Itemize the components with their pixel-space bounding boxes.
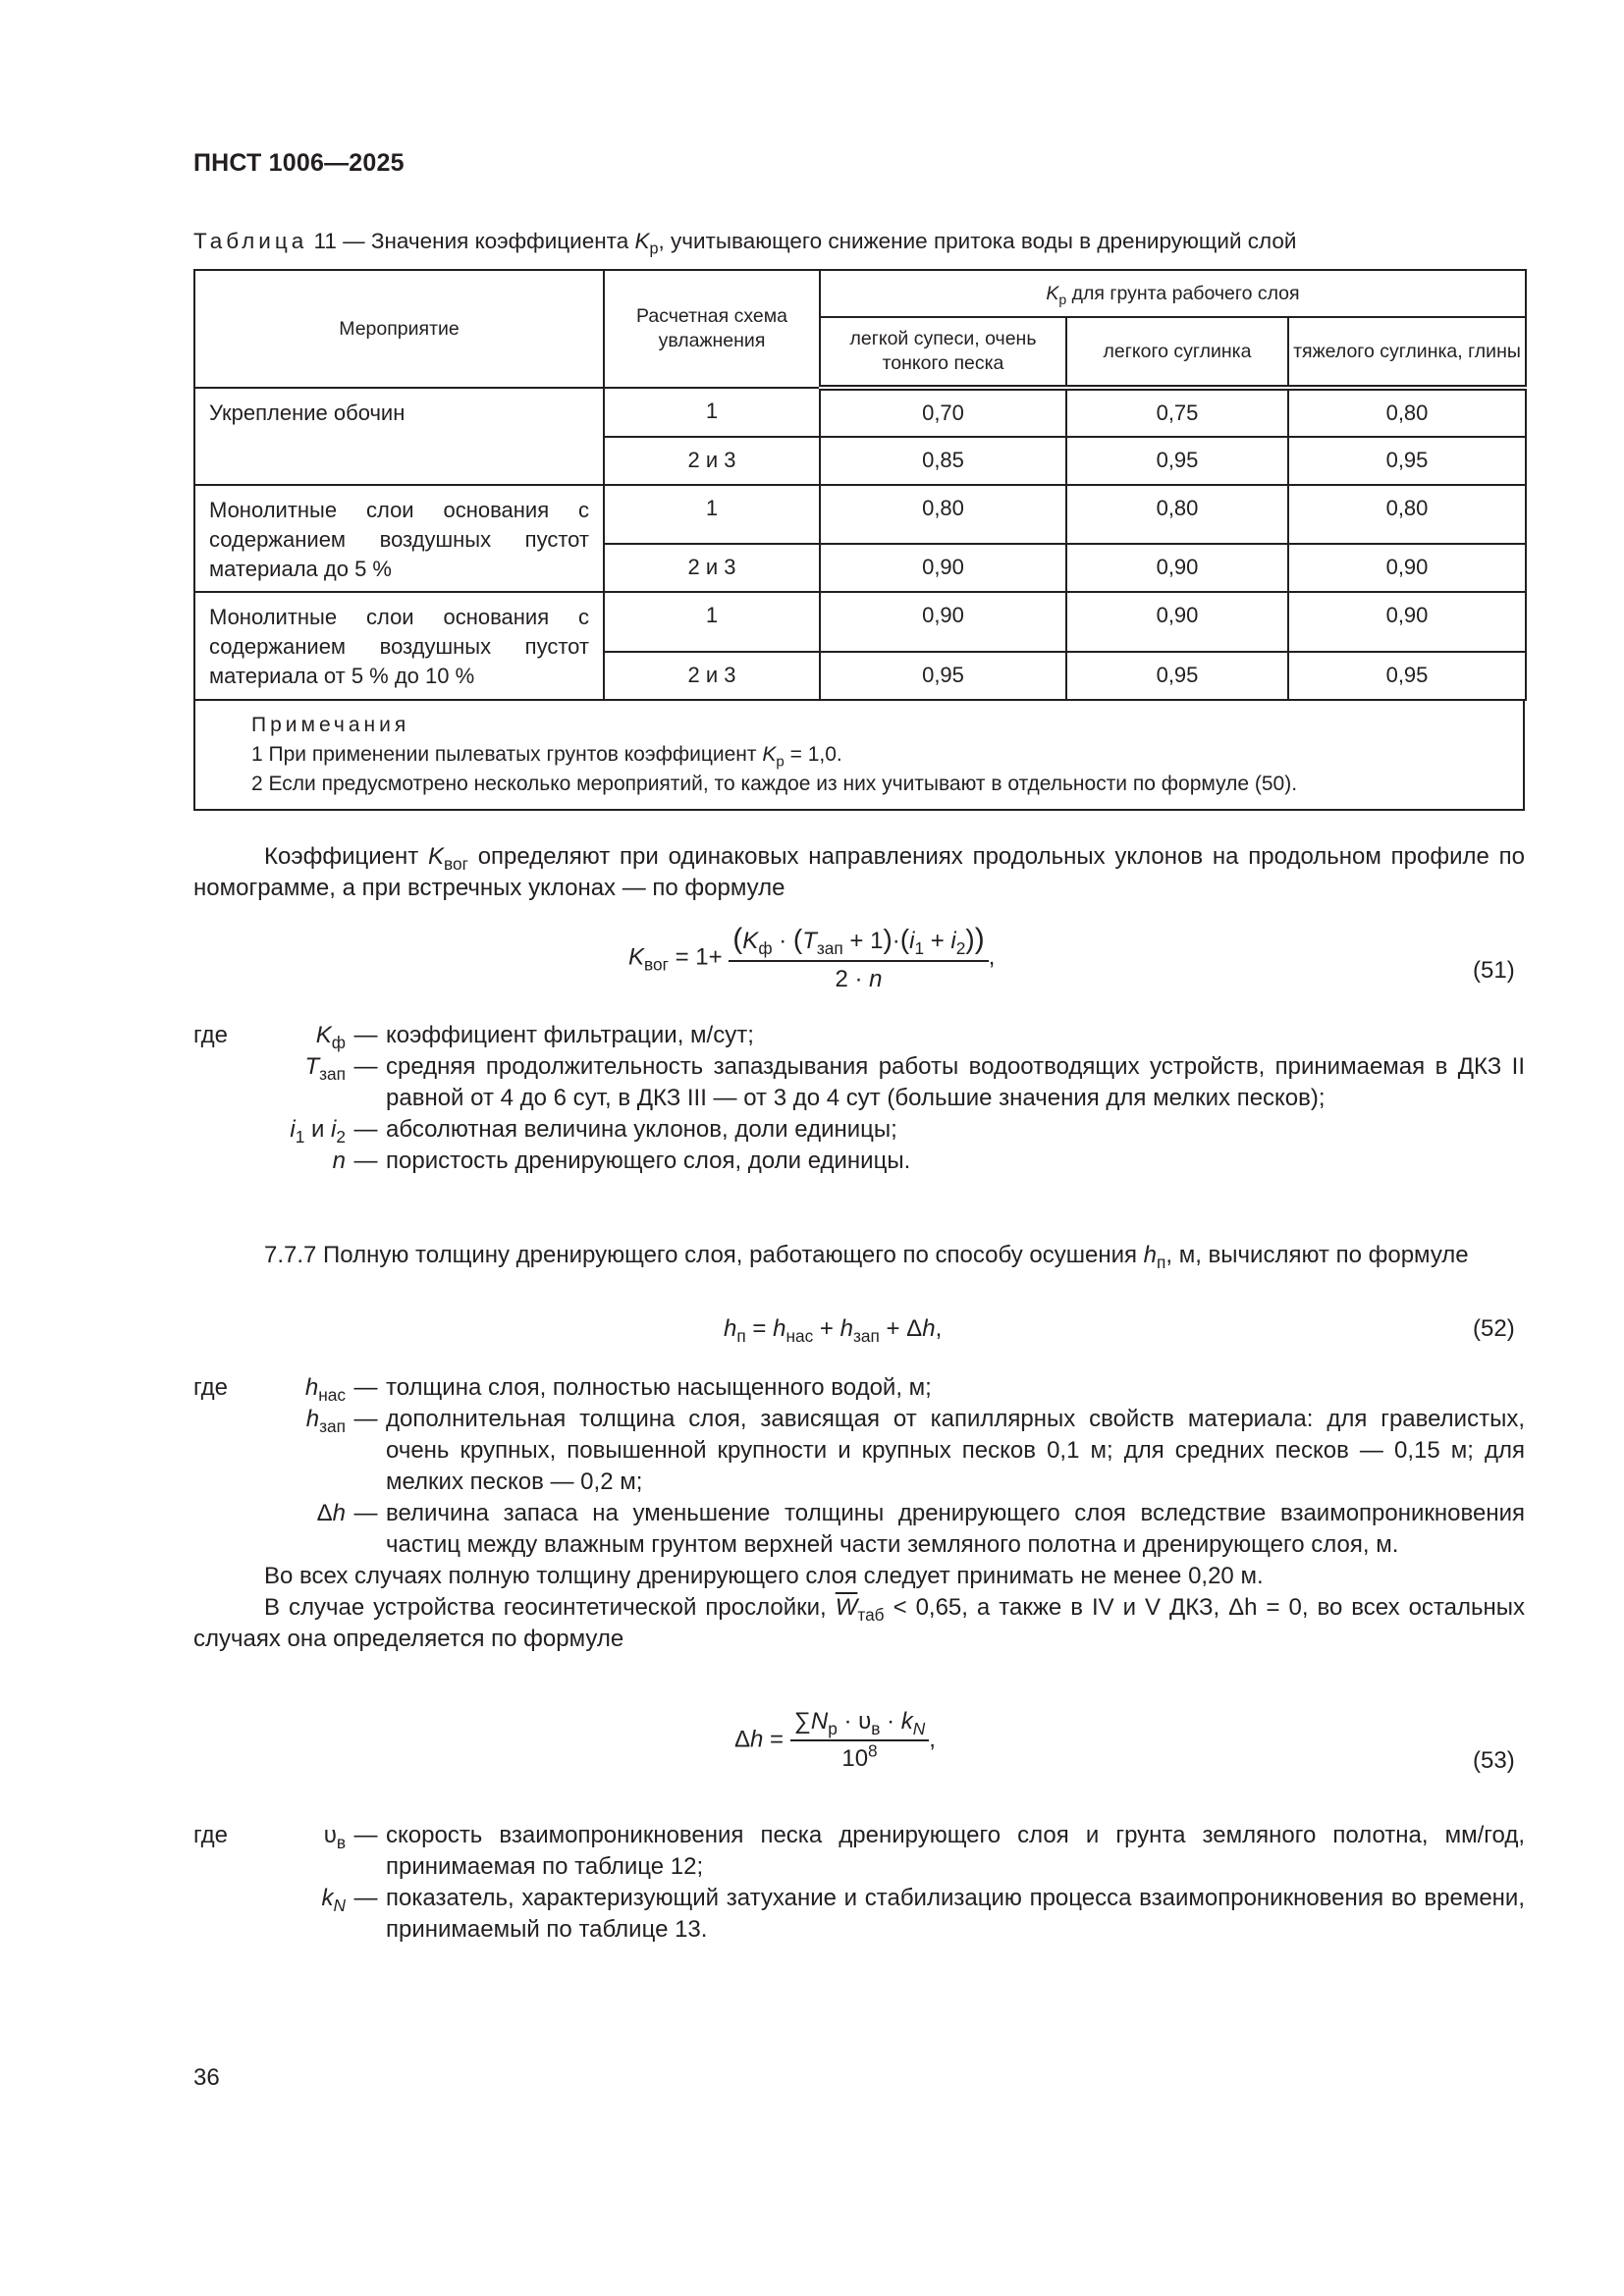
page-number: 36 (193, 2064, 220, 2091)
formula-53-numerator: $\sum N_р \cdot \upsilon_в \cdot k_N$ (790, 1708, 930, 1741)
note-2: 2 Если предусмотрено несколько мероприятий, то каждое из них учитывают в отдельности по формуле (50). (251, 773, 1298, 795)
paragraph-geosynthetic: В случае устройства геосинтетической прослойки, $\overline{W}_{таб} < 0,65$, а также в IV и V ДКЗ, Δh = 0, во всех остальных случаях она определяется по формуле (193, 1594, 1525, 1652)
equation-number-52: (52) (1473, 1315, 1515, 1342)
formula-51-numerator: $(K_ф \cdot (T_{зап} + 1)\cdot(i_1 + i_2))$ (729, 923, 988, 962)
definition-item: $\upsilon_в$ — скорость взаимопроникновения песка дренирующего слоя и грунта земляного полотна, мм/год, принимаемая по таблице 12; (323, 1822, 1525, 1880)
col-header-light-loam: легкого суглинка (1066, 317, 1288, 388)
formula-52: $h_п = h_{нас} + h_{зап} + \Delta h$, (724, 1315, 943, 1347)
table-caption: Таблица 11 — Значения коэффициента $K_р$, учитывающего снижение притока воды в дренирующий слой (193, 229, 1297, 258)
table-row: Монолитные слои основания с содержанием воздушных пустот материала от 5 % до 10 % 1 0,90 0,90 0,90 (194, 592, 1526, 652)
table-caption-text: — Значения коэффициента (343, 229, 635, 253)
measure-cell: Монолитные слои основания с содержанием воздушных пустот материала от 5 % до 10 % (194, 592, 604, 700)
col-header-kp-group: $K_р$ для грунта рабочего слоя (820, 270, 1526, 317)
paragraph-kvog: Коэффициент $K_{вог}$ определяют при одинаковых направлениях продольных уклонов на продольном профиле по номограмме, а при встречных уклонах — по формуле (193, 843, 1526, 901)
table-row: Укрепление обочин 1 0,70 0,75 0,80 (194, 388, 1526, 437)
definition-item: Δh — величина запаса на уменьшение толщины дренирующего слоя вследствие взаимопроникновения частиц между влажным грунтом верхней части земляного полотна и дренирующего слоя, м. (316, 1500, 1525, 1558)
measure-cell: Монолитные слои основания с содержанием воздушных пустот материала до 5 % (194, 485, 604, 592)
definition-item: $k_N$ — показатель, характеризующий затухание и стабилизацию процесса взаимопроникновения во времени, принимаемый по таблице 13. (321, 1885, 1525, 1943)
formula-53-denominator: $10^8$ (841, 1740, 878, 1772)
formula-51: $K_{вог} = 1+$ $\frac{(K_ф \cdot (T_{зап} + 1)\cdot(i_1 + i_2))}{2 \cdot n}$ , (628, 923, 996, 992)
formula-51-denominator: 2 · n (835, 966, 883, 992)
table-row: 2 и 3 0,85 0,95 0,95 (194, 437, 1526, 485)
kp-table (193, 269, 1525, 811)
col-header-heavy-loam: тяжелого суглинка, глины (1288, 317, 1526, 388)
definition-item: n — пористость дренирующего слоя, доли единицы. (332, 1148, 911, 1174)
equation-number-51: (51) (1473, 957, 1515, 984)
definition-item: $h_{зап}$ — дополнительная толщина слоя, зависящая от капиллярных свойств материала: для гравелистых, очень крупных, повышенной крупности и крупных песков 0,1 м; для средних песков — 0,15 м; для мелких песков — 0,2 м; (305, 1406, 1525, 1495)
table-row: 2 и 3 0,90 0,90 0,90 (194, 544, 1526, 592)
col-header-sandy-loam: легкой супеси, очень тонкого песка (820, 317, 1066, 388)
table-caption-number: 11 (313, 229, 337, 253)
table-caption-prefix: Таблица (193, 229, 308, 253)
definition-item: $K_ф$ — коэффициент фильтрации, м/сут; (315, 1022, 754, 1053)
definition-item: $h_{нас}$ — толщина слоя, полностью насыщенного водой, м; (304, 1374, 932, 1406)
equation-number-53: (53) (1473, 1747, 1515, 1774)
definitions-53: где $\upsilon_в$ — скорость взаимопроникновения песка дренирующего слоя и грунта земляного полотна, мм/год, принимаемая по таблице 12; $k_N$ — показатель, характеризующий затухание и стабилизацию процесса взаимопроникновения во времени, принимаемый по таблице 13. (193, 1820, 1525, 1946)
definitions-52: где $h_{нас}$ — толщина слоя, полностью насыщенного водой, м; $h_{зап}$ — дополнительная толщина слоя, зависящая от капиллярных свойств материала: для гравелистых, очень крупных, повышенной крупности и крупных песков 0,1 м; для средних песков — 0,15 м; для мелких песков — 0,2 м; Δh — величина запаса на уменьшение толщины дренирующего слоя вследствие взаимопроникновения частиц между влажным грунтом верхней части земляного полотна и дренирующего слоя, м. Во всех случаях полную толщину дренирующего слоя следует принимать не менее 0,20 м. В случае устройства геосинтетической прослойки, $\overline{W}_{таб} < 0,65$, а также в IV и V ДКЗ, Δh = 0, во всех остальных случаях она определяется по формуле (193, 1372, 1525, 1655)
table-notes (193, 701, 1525, 811)
definition-item: $T_{зап}$ — средняя продолжительность запаздывания работы водоотводящих устройств, принимаемая в ДКЗ II равной от 4 до 6 сут, в ДКЗ III — от 3 до 4 сут (большие значения для мелких песков); (304, 1053, 1525, 1111)
col-header-scheme: Расчетная схема увлажнения (604, 270, 820, 388)
measure-cell: Укрепление обочин (194, 388, 604, 485)
kp-symbol: K (634, 229, 650, 253)
note-1: 1 При применении пылеватых грунтов коэффициент $K_р = 1,0$. (251, 743, 842, 771)
formula-53: Δh = $\frac{\sum N_р \cdot \upsilon_в \cdot k_N}{10^8}$ , (734, 1708, 936, 1772)
table-row: Монолитные слои основания с содержанием воздушных пустот материала до 5 % 1 0,80 0,80 0,80 (194, 485, 1526, 544)
definition-item: $i_1$ и $i_2$ — абсолютная величина уклонов, доли единицы; (290, 1116, 897, 1148)
document-code: ПНСТ 1006—2025 (193, 149, 405, 177)
paragraph-min-thickness: Во всех случаях полную толщину дренирующего слоя следует принимать не менее 0,20 м. (264, 1563, 1264, 1589)
table-row: 2 и 3 0,95 0,95 0,95 (194, 652, 1526, 700)
definitions-51: где $K_ф$ — коэффициент фильтрации, м/сут; $T_{зап}$ — средняя продолжительность запаздывания работы водоотводящих устройств, принимаемая в ДКЗ II равной от 4 до 6 сут, в ДКЗ III — от 3 до 4 сут (большие значения для мелких песков); $i_1$ и $i_2$ — абсолютная величина уклонов, доли единицы; n — пористость дренирующего слоя, доли единицы. (193, 1020, 1525, 1177)
notes-title: Примечания (251, 714, 410, 736)
paragraph-7-7-7: 7.7.7 Полную толщину дренирующего слоя, работающего по способу осушения $h_п$, м, вычисляют по формуле (264, 1242, 1469, 1273)
col-header-measure: Мероприятие (194, 270, 604, 388)
